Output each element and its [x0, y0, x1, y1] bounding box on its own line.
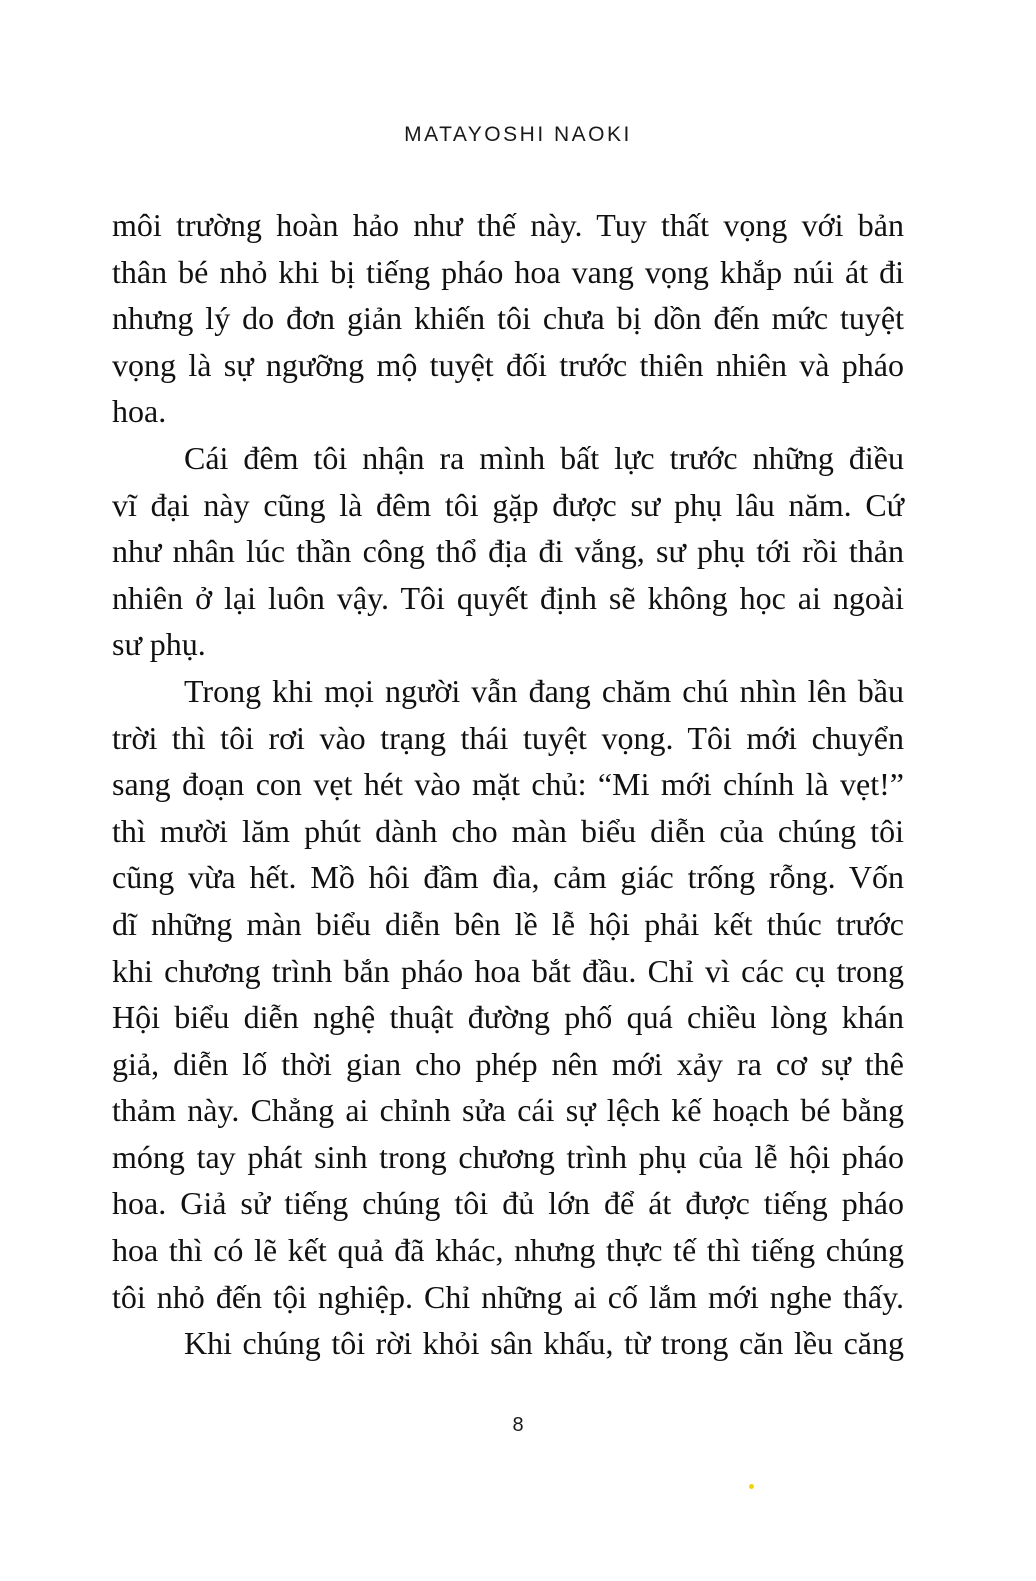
text-line: trời thì tôi rơi vào trạng thái tuyệt vọng. Tôi mới chuyển	[112, 719, 904, 756]
text-line: như nhân lúc thần công thổ địa đi vắng, sư phụ tới rồi thản	[112, 533, 904, 570]
text-line: nhưng lý do đơn giản khiến tôi chưa bị dồn đến mức tuyệt	[112, 300, 904, 337]
text-line: vĩ đại này cũng là đêm tôi gặp được sư phụ lâu năm. Cứ	[112, 486, 904, 523]
text-line: hoa thì có lẽ kết quả đã khác, nhưng thực tế thì tiếng chúng	[112, 1232, 904, 1269]
text-line: móng tay phát sinh trong chương trình phụ của lễ hội pháo	[112, 1138, 904, 1175]
text-line: tôi nhỏ đến tội nghiệp. Chỉ những ai cố lắm mới nghe thấy.	[112, 1278, 904, 1315]
text-line: hoa. Giả sử tiếng chúng tôi đủ lớn để át được tiếng pháo	[112, 1185, 904, 1222]
text-line: thì mười lăm phút dành cho màn biểu diễn của chúng tôi	[112, 812, 904, 849]
body-text	[112, 202, 904, 1367]
text-line: giả, diễn lố thời gian cho phép nên mới xảy ra cơ sự thê	[112, 1045, 904, 1082]
text-line: thân bé nhỏ khi bị tiếng pháo hoa vang vọng khắp núi át đi	[112, 253, 904, 290]
text-line: thảm này. Chẳng ai chỉnh sửa cái sự lệch kế hoạch bé bằng	[112, 1092, 904, 1129]
text-line: dĩ những màn biểu diễn bên lề lễ hội phải kết thúc trước	[112, 905, 904, 942]
text-line: cũng vừa hết. Mồ hôi đầm đìa, cảm giác trống rỗng. Vốn	[112, 859, 904, 896]
paragraph-start-line: Trong khi mọi người vẫn đang chăm chú nhìn lên bầu	[184, 672, 904, 709]
print-speck	[749, 1484, 754, 1489]
paragraph-start-line: Cái đêm tôi nhận ra mình bất lực trước những điều	[184, 439, 904, 476]
text-line: nhiên ở lại luôn vậy. Tôi quyết định sẽ không học ai ngoài	[112, 579, 904, 616]
text-line: sư phụ.	[112, 626, 206, 663]
text-line: sang đoạn con vẹt hét vào mặt chủ: “Mi mới chính là vẹt!”	[112, 766, 904, 803]
page-number: 8	[512, 1414, 524, 1436]
text-line: vọng là sự ngưỡng mộ tuyệt đối trước thiên nhiên và pháo	[112, 346, 904, 383]
paragraph-start-line: Khi chúng tôi rời khỏi sân khấu, từ trong căn lều căng	[184, 1325, 904, 1362]
text-line: môi trường hoàn hảo như thế này. Tuy thất vọng với bản	[112, 207, 904, 243]
text-line: khi chương trình bắn pháo hoa bắt đầu. Chỉ vì các cụ trong	[112, 952, 904, 989]
text-line: hoa.	[112, 393, 167, 430]
text-line: Hội biểu diễn nghệ thuật đường phố quá chiều lòng khán	[112, 999, 904, 1036]
running-header: MATAYOSHI NAOKI	[404, 123, 632, 146]
